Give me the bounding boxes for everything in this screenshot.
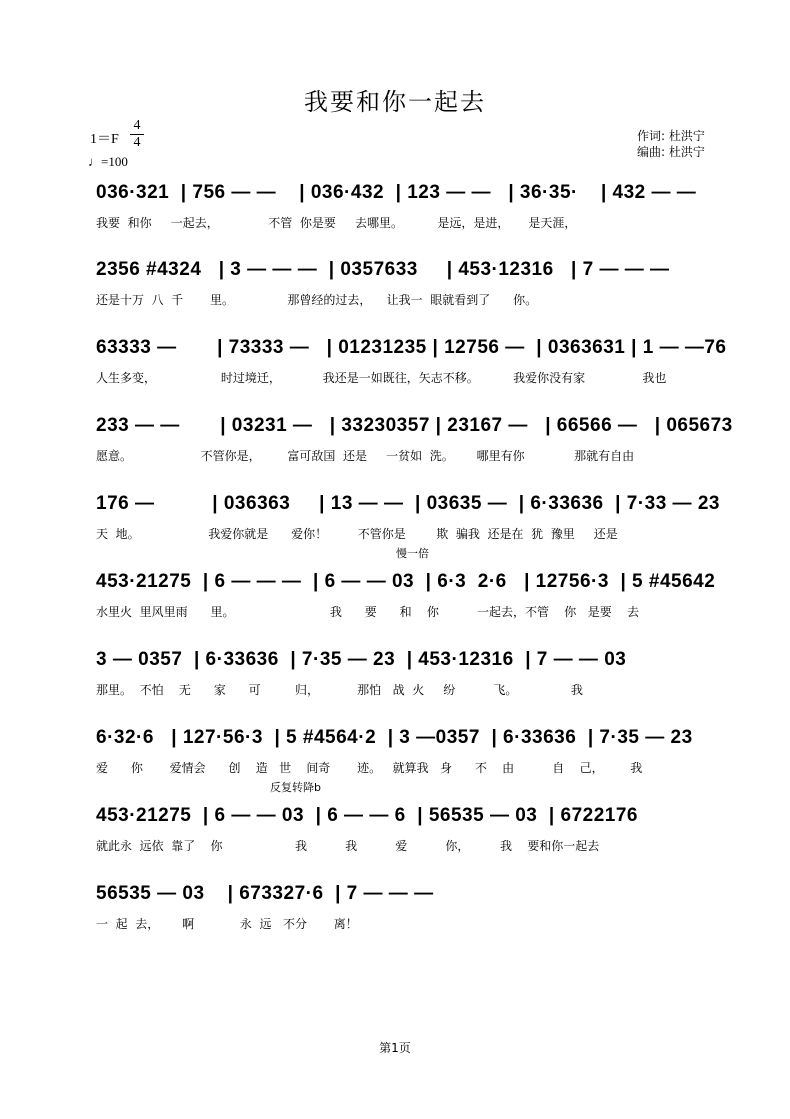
notation: 56535 — 03 | 673327·6 | 7 — — — [96, 883, 434, 904]
lyric-line: 爱 你 爱情会 创 造 世 间奇 迹。 就算我 身 不 由 自 己， 我 [96, 761, 643, 775]
tempo-marking: ♩=100 [88, 154, 128, 169]
notation: 3 — 0357 | 6·33636 | 7·35 — 23 | 453·12316 | 7 — — 03 [96, 649, 627, 670]
notation: 6·32·6 | 127·56·3 | 5 #4564·2 | 3 —0357 | 6·33636 | 7·35 — 23 [96, 727, 693, 748]
notation: 2356 #4324 | 3 — — — | 0357633 | 453·12316 | 7 — — — [96, 259, 670, 280]
credits [637, 128, 705, 160]
score-line [96, 805, 736, 865]
lyric-line: 还是十万 八 千 里。 那曾经的过去， 让我一 眼就看到了 你。 [96, 293, 538, 307]
lyric-line: 我要 和你 一起去， 不管 你是要 去哪里。 是远，是进， 是天涯， [96, 216, 577, 230]
score-line [96, 883, 736, 943]
lyric-line: 人生多变， 时过境迁， 我还是一如既往，矢志不移。 我爱你没有家 我也 [96, 371, 667, 385]
time-signature [130, 118, 144, 151]
key-signature: 1＝F [90, 132, 119, 147]
notation: 176 — | 036363 | 13 — — | 03635 — | 6·33636 | 7·33 — 23 [96, 493, 720, 514]
score-line [96, 182, 736, 242]
song-title: 我要和你一起去 [304, 88, 486, 116]
notation: 453·21275 | 6 — — — | 6 — — 03 | 6·3 2·6 | 12756·3 | 5 #45642 [96, 571, 716, 592]
notation: 036·321 | 756 — — | 036·432 | 123 — — | 36·35· | 432 — — [96, 182, 697, 203]
score-line [96, 337, 736, 397]
lyric-line: 一 起 去， 啊 永 远 不分 离！ [96, 917, 358, 931]
meter-denominator: 4 [133, 135, 141, 150]
score-line [96, 415, 736, 475]
score-line [96, 571, 736, 631]
notation: 63333 — | 73333 — | 01231235 | 12756 — | 0363631 | 1 — —76 [96, 337, 727, 358]
notation: 233 — — | 03231 — | 33230357 | 23167 — | 66566 — | 065673 [96, 415, 733, 436]
lyric-line: 水里火 里风里雨 里。 我 要 和 你 一起去，不管 你 是要 去 [96, 605, 640, 619]
score-line [96, 259, 736, 319]
score-line [96, 649, 736, 709]
composer: 编曲: 杜洪宁 [637, 145, 705, 159]
lyric-line: 天 地。 我爱你就是 爱你！ 不管你是 欺 骗我 还是在 犹 豫里 还是 [96, 527, 618, 541]
tempo-annotation: 慢一倍 [396, 547, 429, 560]
score-line [96, 727, 736, 787]
page-number: 第1页 [379, 1041, 411, 1055]
lyric-line: 就此永 远依 靠了 你 我 我 爱 你， 我 要和你一起去 [96, 839, 600, 853]
notation: 453·21275 | 6 — — 03 | 6 — — 6 | 56535 — 03 | 6722176 [96, 805, 638, 826]
key-change-annotation: 反复转降b [270, 781, 321, 794]
lyric-line: 那里。 不怕 无 家 可 归， 那怕 战 火 纷 飞。 我 [96, 683, 583, 697]
lyric-line: 愿意。 不管你是， 富可敌国 还是 一贫如 洗。 哪里有你 那就有自由 [96, 449, 635, 463]
score-line [96, 493, 736, 553]
lyricist: 作词: 杜洪宁 [637, 129, 705, 143]
meter-numerator: 4 [133, 118, 141, 133]
